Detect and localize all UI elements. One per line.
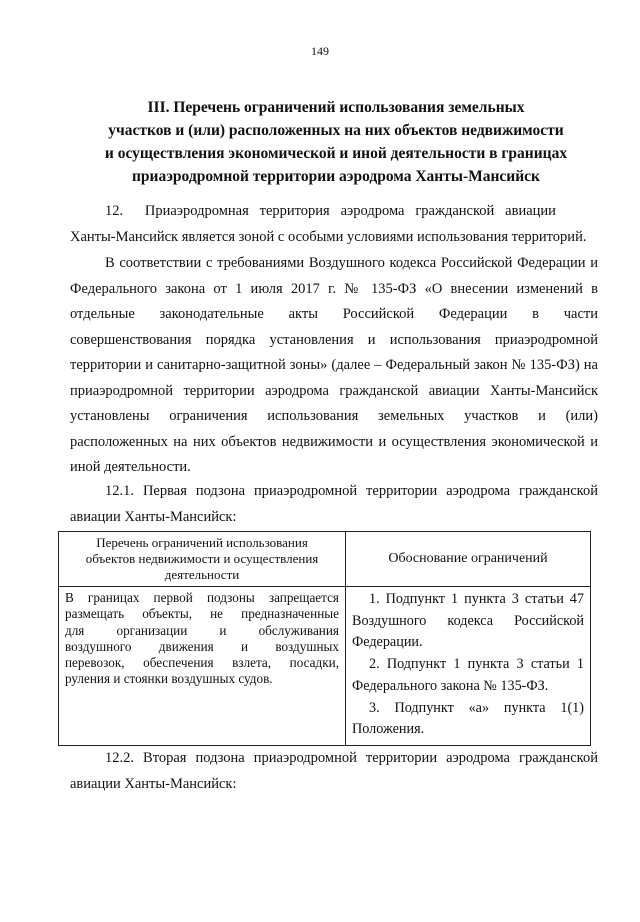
cell-line: руления и стоянки воздушных судов. — [65, 671, 273, 687]
table-header-row — [59, 532, 591, 587]
cell-line: для организации и обслуживания — [65, 622, 339, 638]
cell-line: Воздушного кодекса Российской — [352, 612, 584, 629]
table-row — [59, 587, 591, 746]
paragraph-line: Федерального закона от 1 июля 2017 г. № 135-ФЗ «О внесении изменений в — [70, 280, 598, 297]
cell-line: Федерации. — [352, 634, 423, 651]
table-cell-justification — [346, 587, 591, 746]
paragraph-12-2 — [70, 746, 598, 797]
paragraph-line: авиации Ханты-Мансийск: — [70, 775, 237, 792]
paragraph-line: авиации Ханты-Мансийск: — [70, 508, 237, 525]
cell-line: воздушного движения и воздушных — [65, 638, 339, 654]
header-line: деятельности — [164, 567, 240, 582]
table-header-justification: Обоснование ограничений — [346, 532, 591, 587]
paragraph-line: совершенствования порядка установления и использования приаэродромной — [70, 331, 598, 348]
paragraph-line: приаэродромной территории аэродрома гражданской авиации Ханты-Мансийск — [70, 382, 598, 399]
paragraph-line: территории и санитарно-защитной зоны» (далее – Федеральный закон № 135-ФЗ) на — [70, 357, 598, 373]
paragraph-line: установлены ограничения использования земельных участков и (или) — [70, 408, 598, 424]
table-cell-restriction — [59, 587, 346, 746]
paragraph-12-1 — [70, 479, 598, 530]
paragraph-line: Ханты-Мансийск является зоной с особыми условиями использования территорий. — [70, 228, 587, 245]
paragraph-line: расположенных на них объектов недвижимости и осуществления экономической и — [70, 433, 598, 450]
paragraph-12 — [70, 199, 598, 250]
paragraph-line: 12.1. Первая подзона приаэродромной территории аэродрома гражданской — [105, 483, 598, 499]
heading-line: приаэродромной территории аэродрома Ханты-Мансийск — [132, 168, 540, 185]
cell-line: перевозок, обеспечения взлета, посадки, — [65, 655, 339, 671]
paragraph-line: В соответствии с требованиями Воздушного кодекса Российской Федерации и — [105, 255, 598, 271]
cell-line: 1. Подпункт 1 пункта 3 статьи 47 — [369, 591, 584, 607]
heading-line: III. Перечень ограничений использования земельных — [147, 99, 525, 116]
heading-line: участков и (или) расположенных на них объектов недвижимости — [108, 122, 564, 139]
table-header-restrictions — [59, 532, 346, 587]
header-line: Перечень ограничений использования — [96, 535, 308, 550]
cell-line: 3. Подпункт «а» пункта 1(1) — [369, 699, 584, 716]
paragraph-line: 12.2. Вторая подзона приаэродромной территории аэродрома гражданской — [105, 750, 598, 766]
restrictions-table — [58, 531, 591, 746]
cell-line: размещать объекты, не предназначенные — [65, 606, 339, 622]
paragraph-accordance — [70, 251, 598, 481]
cell-line: Федерального закона № 135-ФЗ. — [352, 677, 549, 694]
header-line: объектов недвижимости и осуществления — [85, 551, 319, 566]
paragraph-line: 12. Приаэродромная территория аэродрома гражданской авиации — [105, 203, 556, 219]
heading-line: и осуществления экономической и иной деятельности в границах — [104, 145, 568, 162]
page-number: 149 — [311, 44, 329, 58]
cell-line: 2. Подпункт 1 пункта 3 статьи 1 — [369, 656, 584, 673]
paragraph-line: отдельные законодательные акты Российской Федерации в части — [70, 306, 598, 322]
cell-line: В границах первой подзоны запрещается — [65, 590, 339, 605]
section-heading — [96, 96, 576, 188]
paragraph-line: иной деятельности. — [70, 459, 191, 475]
cell-line: Положения. — [352, 721, 425, 738]
